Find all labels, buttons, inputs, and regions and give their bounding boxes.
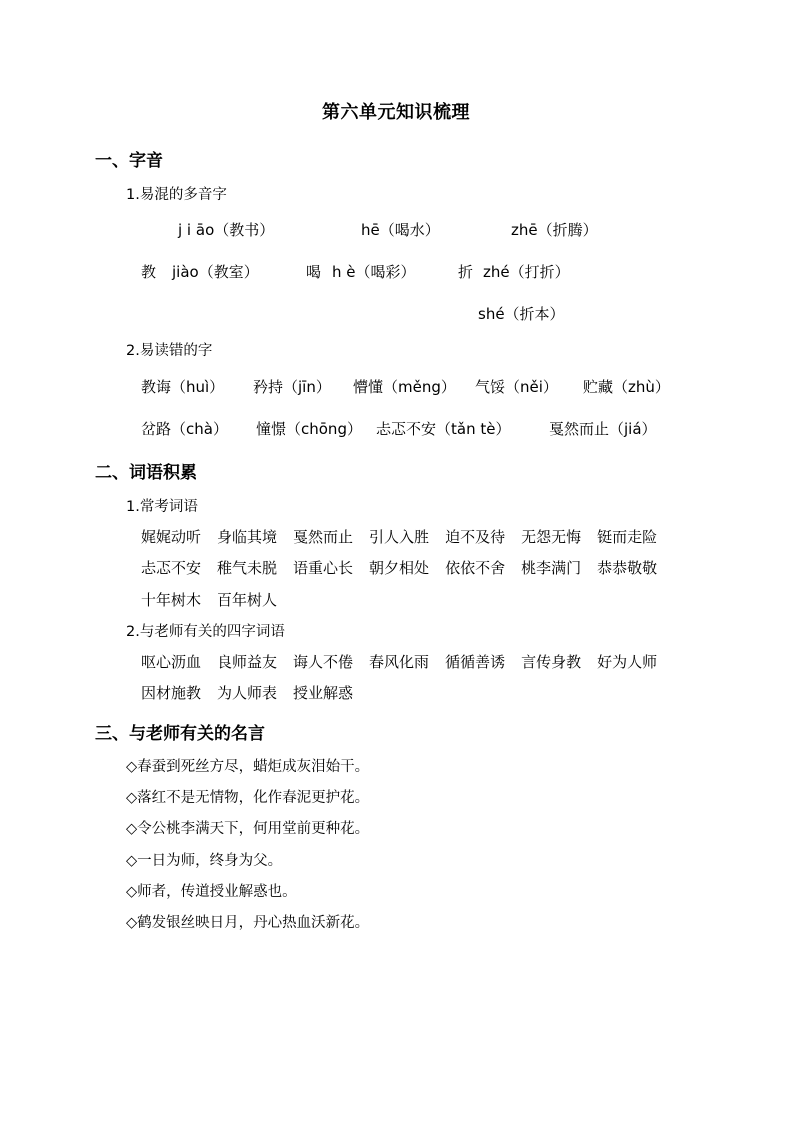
char-zhe: 折 — [458, 263, 474, 281]
subheading-misread: 2.易读错的字 — [126, 343, 213, 359]
quote-item: ◇春蚕到死丝方尽，蜡炬成灰泪始干。 — [126, 759, 370, 775]
word-item: 为人师表 — [217, 684, 278, 702]
word-item: 引人入胜 — [369, 528, 430, 546]
reading-jiao1: j i āo（教书） — [178, 221, 275, 239]
word-item: 铤而走险 — [597, 528, 658, 546]
misread-item: 教诲（huì） — [141, 378, 225, 396]
subheading-teacher-words: 2.与老师有关的四字词语 — [126, 624, 285, 640]
reading-he4: h è（喝彩） — [332, 263, 416, 281]
word-item: 十年树木 — [141, 591, 202, 609]
misread-item: 气馁（něi） — [475, 378, 558, 396]
word-item: 良师益友 — [217, 653, 278, 671]
word-item: 桃李满门 — [521, 559, 582, 577]
section-heading-quotes: 三、与老师有关的名言 — [95, 724, 265, 744]
word-item: 迫不及待 — [445, 528, 506, 546]
word-item: 恭恭敬敬 — [597, 559, 658, 577]
word-item: 循循善诱 — [445, 653, 506, 671]
word-row — [141, 682, 369, 703]
reading-zhe1: zhē（折腾） — [511, 221, 598, 239]
word-item: 身临其境 — [217, 528, 278, 546]
misread-item: 憧憬（chōng） — [256, 420, 362, 438]
word-item: 言传身教 — [521, 653, 582, 671]
page-title: 第六单元知识梳理 — [322, 102, 470, 123]
word-item: 因材施教 — [141, 684, 202, 702]
misread-item: 贮藏（zhù） — [583, 378, 670, 396]
word-item: 依依不舍 — [445, 559, 506, 577]
misread-item: 戛然而止（jiá） — [549, 420, 657, 438]
word-item: 戛然而止 — [293, 528, 354, 546]
quote-item: ◇落红不是无情物，化作春泥更护花。 — [126, 790, 370, 806]
misread-item: 懵懂（měng） — [353, 378, 456, 396]
word-row — [141, 557, 673, 578]
word-item: 百年树人 — [217, 591, 278, 609]
reading-zhe2: zhé（打折） — [483, 263, 570, 281]
word-item: 朝夕相处 — [369, 559, 430, 577]
misread-item: 忐忑不安（tǎn tè） — [376, 420, 511, 438]
subheading-polyphones: 1.易混的多音字 — [126, 187, 227, 203]
word-item: 诲人不倦 — [293, 653, 354, 671]
section-heading-vocabulary: 二、词语积累 — [95, 463, 197, 483]
word-row — [141, 526, 673, 547]
subheading-common-words: 1.常考词语 — [126, 499, 198, 515]
reading-he1: hē（喝水） — [361, 221, 440, 239]
reading-jiao4: jiào（教室） — [172, 263, 259, 281]
word-row — [141, 651, 673, 672]
section-heading-pronunciation: 一、字音 — [95, 151, 163, 171]
reading-she2: shé（折本） — [478, 305, 565, 323]
char-jiao: 教 — [141, 263, 157, 281]
misread-item: 岔路（chà） — [141, 420, 228, 438]
word-item: 语重心长 — [293, 559, 354, 577]
word-item: 无怨无悔 — [521, 528, 582, 546]
quote-item: ◇鹤发银丝映日月，丹心热血沃新花。 — [126, 915, 370, 931]
char-he: 喝 — [306, 263, 322, 281]
word-item: 呕心沥血 — [141, 653, 202, 671]
word-item: 授业解惑 — [293, 684, 354, 702]
quote-item: ◇令公桃李满天下，何用堂前更种花。 — [126, 821, 370, 837]
word-row — [141, 589, 293, 610]
quote-item: ◇师者，传道授业解惑也。 — [126, 884, 297, 900]
word-item: 稚气未脱 — [217, 559, 278, 577]
quote-item: ◇一日为师，终身为父。 — [126, 853, 283, 869]
word-item: 忐忑不安 — [141, 559, 202, 577]
word-item: 春风化雨 — [369, 653, 430, 671]
misread-item: 矜持（jīn） — [253, 378, 331, 396]
word-item: 好为人师 — [597, 653, 658, 671]
word-item: 娓娓动听 — [141, 528, 202, 546]
